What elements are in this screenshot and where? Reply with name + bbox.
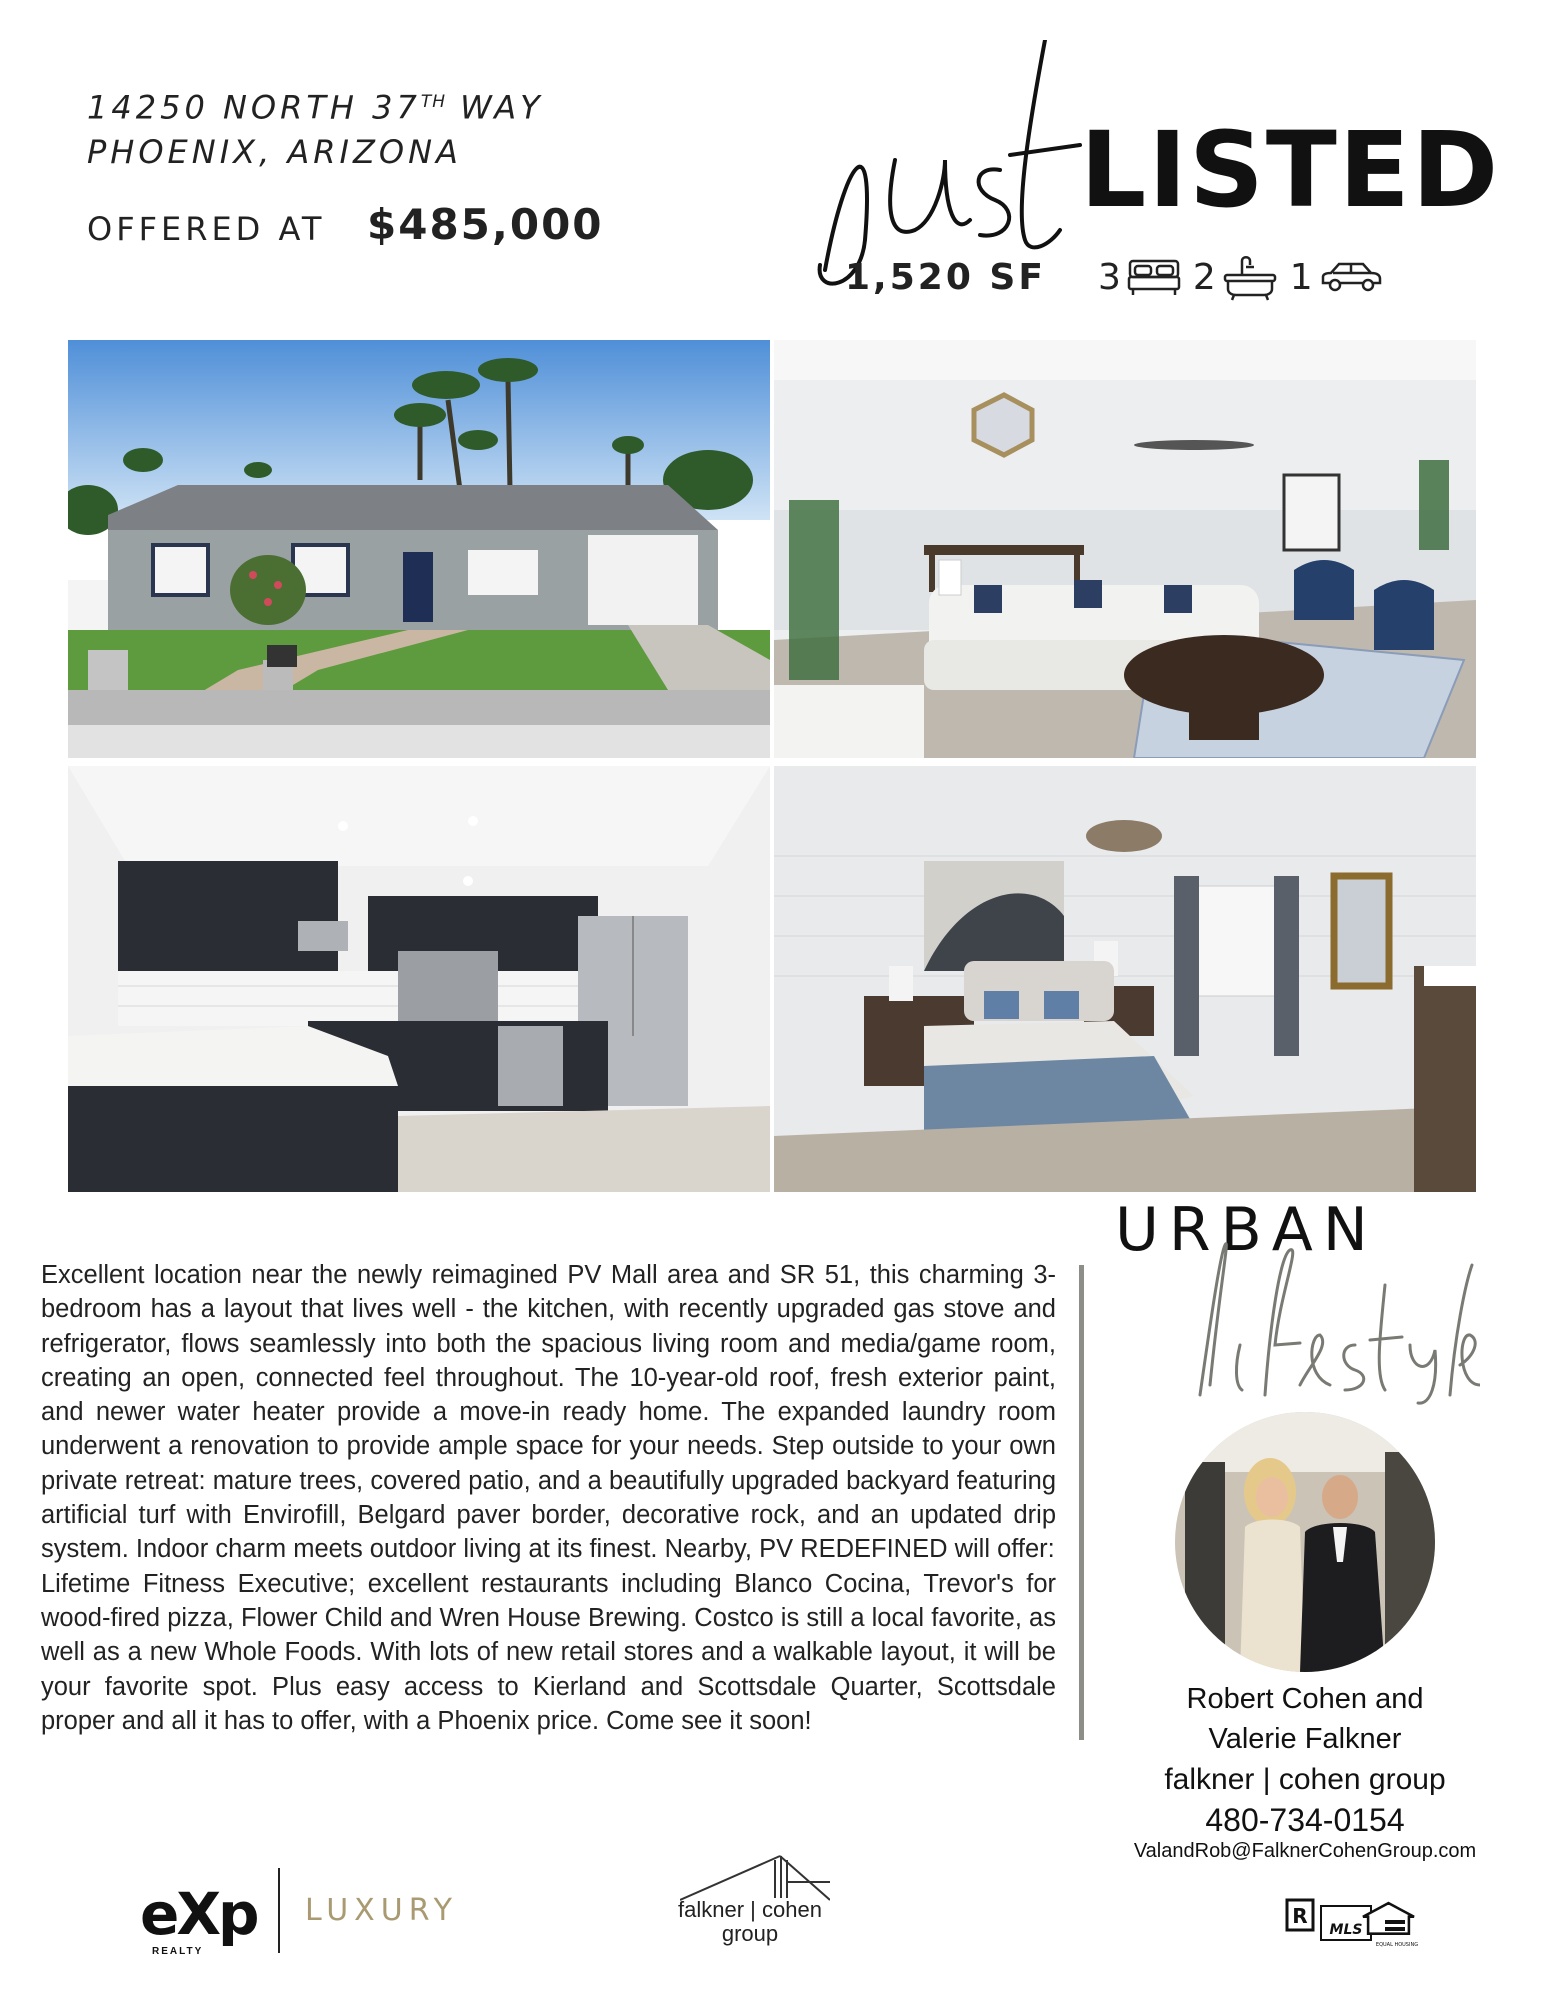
address-line2: PHOENIX, ARIZONA	[87, 132, 462, 171]
luxury-label: LUXURY	[305, 1893, 458, 1928]
svg-text:R: R	[1292, 1904, 1308, 1928]
falkner-cohen-logo	[655, 1898, 845, 1946]
baths-count: 2	[1192, 256, 1216, 298]
bed-icon	[1127, 257, 1181, 297]
agent-name-1: Robert Cohen and	[1186, 1683, 1424, 1715]
falkner-cohen-logo-line1: falkner | cohen	[678, 1897, 822, 1922]
bedroom-photo	[774, 766, 1476, 1192]
description-paragraph-2: Lifetime Fitness Executive; excellent restaurants including Blanco Cocina, Trevor's for wood-fired pizza, Flower Child and Wren House Brewing. Costco is still a local favorite, as well as a new Whole Foods. With lots of new retail stores and a walkable layout, it will be your favorite spot. Plus easy access to Kierland and Scottsdale Quarter, Scottsdale proper and all it has to offer, with a Phoenix price. Come see it soon!	[41, 1569, 1056, 1735]
agent-phone[interactable]: 480-734-0154	[1205, 1802, 1405, 1838]
kitchen-photo	[68, 766, 770, 1192]
agent-group: falkner | cohen group	[1164, 1763, 1446, 1796]
svg-text:EQUAL HOUSING: EQUAL HOUSING	[1375, 1942, 1419, 1948]
property-stats	[845, 252, 1395, 302]
property-description	[41, 1258, 1056, 1738]
beds-count: 3	[1097, 256, 1121, 298]
square-feet: 1,520 SF	[845, 256, 1046, 298]
falkner-cohen-logo-line2: group	[721, 1921, 779, 1946]
agent-email[interactable]: ValandRob@FalknerCohenGroup.com	[1133, 1840, 1477, 1862]
car-icon	[1319, 259, 1383, 295]
description-paragraph-1: Excellent location near the newly reimagined PV Mall area and SR 51, this charming 3-bedroom has a layout that lives well - the kitchen, with recently upgraded gas stove and refrigerator, flows seamlessly into both the spacious living room and media/game room, creating an open, connected feel throughout. The 10-year-old roof, fresh exterior paint, and newer water heater provide a move-in ready home. The expanded laundry room underwent a renovation to provide ample space for your needs. Step outside to your own private retreat: mature trees, covered patio, and a beautifully upgraded backyard featuring artificial turf with Envirofill, Belgard paver border, decorative rock, and an updated drip system. Indoor charm meets outdoor living at its finest. Nearby, PV REDEFINED will offer:	[41, 1261, 1056, 1564]
garage-count: 1	[1289, 256, 1313, 298]
listing-price: $485,000	[367, 200, 604, 249]
exp-realty-sub: REALTY	[152, 1946, 204, 1957]
lifestyle-script-logo	[1180, 1225, 1480, 1405]
bathtub-icon	[1222, 253, 1278, 301]
svg-text:MLS: MLS	[1329, 1922, 1363, 1938]
exterior-photo	[68, 340, 770, 758]
exp-realty-logo: eXp	[140, 1880, 257, 1948]
agent-name-2: Valerie Falkner	[1208, 1723, 1402, 1755]
agents-photo	[1175, 1412, 1435, 1672]
realtor-mls-eho-badges	[1285, 1898, 1435, 1948]
property-address	[87, 80, 544, 174]
footer-divider	[278, 1868, 280, 1953]
vertical-divider	[1079, 1265, 1084, 1740]
listed-title: LISTED	[1080, 109, 1501, 231]
urban-heading: URBAN	[1115, 1195, 1378, 1265]
house-roof-icon	[680, 1852, 830, 1902]
living-room-photo	[774, 340, 1476, 758]
address-line1: 14250 NORTH 37TH WAY	[87, 88, 544, 127]
offered-at-label: OFFERED AT	[87, 210, 326, 248]
